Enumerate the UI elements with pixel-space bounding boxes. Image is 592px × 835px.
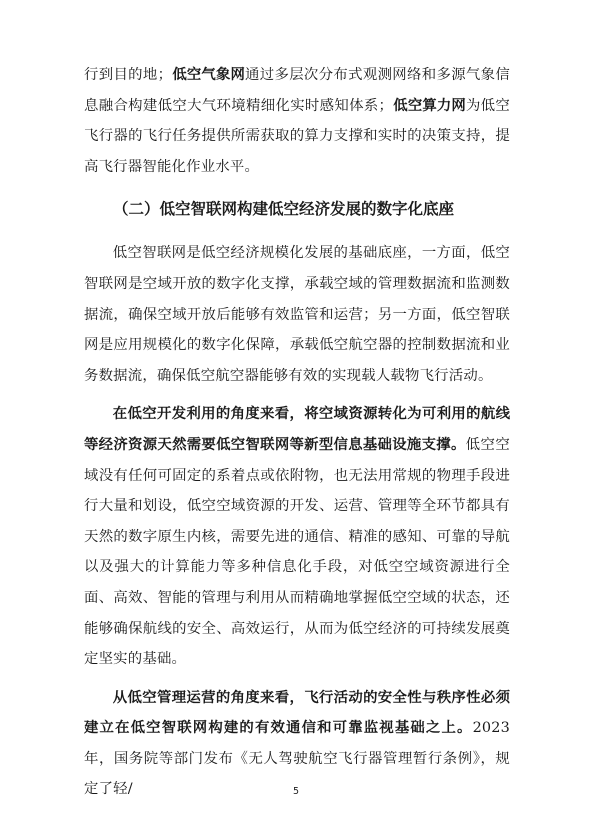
text-run: 为低空飞行器的飞行任务提供所需获取的算力支撑和实时的决策支持，提高飞行器智能化作业水平。 xyxy=(84,97,510,175)
paragraph-foundation: 低空智联网是低空经济规模化发展的基础底座，一方面，低空智联网是空域开放的数字化支撑，承载空域的管理数据流和监测数据流，确保空域开放后能够有效监管和运营；另一方面，低空智联网是应用规模化的数字化保障，承载低空航空器的控制数据流和业务数据流，确保低空航空器能够有效的实现载人载物飞行活动。 xyxy=(84,245,510,384)
paragraph-continuation xyxy=(84,60,510,182)
paragraph-development-perspective xyxy=(84,399,510,674)
term-low-altitude-computing-network: 低空算力网 xyxy=(393,97,466,114)
text-run: 通过多层次分布式观测网络和多源气象信息融合构建低空大气环境精细化实时感知体系； xyxy=(84,67,510,114)
bold-lead-sentence: 从低空管理运营的角度来看，飞行活动的安全性与秩序性必须建立在低空智联网构建的有效通信和可靠监视基础之上。 xyxy=(84,689,510,737)
bold-lead-sentence: 在低空开发利用的角度来看，将空域资源转化为可利用的航线等经济资源天然需要低空智联网等新型信息基础设施支撑。 xyxy=(84,406,510,453)
term-low-altitude-weather-network: 低空气象网 xyxy=(172,67,246,83)
section-heading: （二）低空智联网构建低空经济发展的数字化底座 xyxy=(113,200,455,219)
text-run: 低空空域没有任何可固定的系着点或依附物，也无法用常规的物理手段进行大量和划设，低空空域资源的开发、运营、管理等全环节都具有天然的数字原生内核，需要先进的通信、精准的感知、可靠的导航以及强大的计算能力等多种信息化手段，对低空空域资源进行全面、高效、智能的管理与利用从而精确地掌握低空空域的状态，还能够确保航线的安全、高效运行，从而为低空经济的可持续发展奠定坚实的基础。 xyxy=(84,436,510,668)
page-number: 5 xyxy=(292,786,300,797)
text-run: 行到目的地； xyxy=(84,67,173,83)
text-run: 2023 年，国务院等部门发布《无人驾驶航空飞行器管理暂行条例》，规定了轻/ xyxy=(84,720,510,798)
document-body xyxy=(84,60,510,805)
